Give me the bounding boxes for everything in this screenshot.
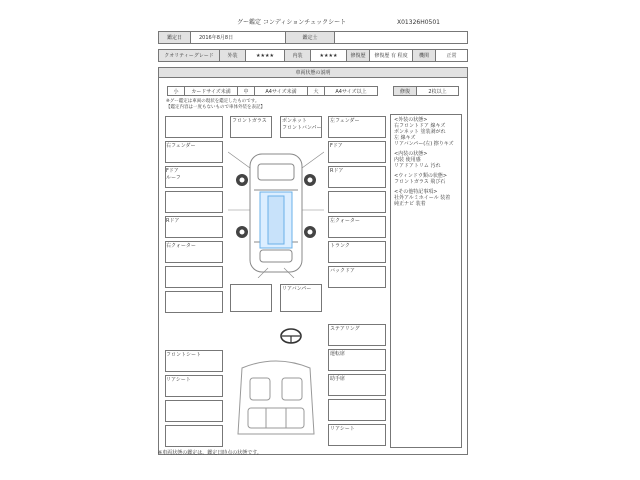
legend-repair-desc: 2枚以上	[416, 86, 459, 96]
comment-line: ボンネット 塗装剥がれ	[394, 129, 446, 135]
int-box-r4	[328, 399, 386, 421]
ext-label-r5: トランク	[330, 243, 350, 249]
comment-line: 左 線キズ	[394, 135, 416, 141]
footer-note: ※車両状態の鑑定は、鑑定日時点の状態です。	[158, 450, 262, 456]
sheet-title: グー鑑定 コンディションチェックシート	[237, 19, 347, 26]
ext-label-r1: 左フェンダー	[330, 118, 360, 124]
comment-line: リアバンパー(左) 擦りキズ	[394, 141, 454, 147]
ext-label-r3: Rドア	[330, 168, 344, 174]
ext-label-r4: 左クォーター	[330, 218, 360, 224]
appraiser-value	[334, 31, 468, 44]
legend-large-desc: A4サイズ以上	[324, 86, 378, 96]
ext-label-l3: フロントバンパー	[282, 125, 322, 131]
comment-line: <外装の状態>	[394, 117, 428, 123]
engine-value: 正常	[435, 49, 468, 62]
ext-box-l8	[165, 291, 223, 313]
exterior-label: 外装	[219, 49, 246, 62]
ext-box-bottom-1	[230, 284, 272, 312]
comment-line: 純正ナビ 装着	[394, 201, 426, 207]
comment-line: 社外アルミホイール 装着	[394, 195, 451, 201]
ext-box-l4	[165, 191, 223, 213]
appraiser-label: 鑑定士	[285, 31, 335, 44]
comment-line: <内装の状態>	[394, 151, 428, 157]
ext-label-r2: Fドア	[330, 143, 343, 149]
int-label-r2: 助手席	[330, 376, 346, 382]
repair-history-label: 修復歴	[346, 49, 370, 62]
ext-label-l7: Rドア	[166, 218, 180, 224]
date-value: 2016年8月8日	[190, 31, 286, 44]
repair-history-value: 修復歴 有 程度	[369, 49, 413, 62]
ext-label-l8: 右クォーター	[166, 243, 196, 249]
exterior-stars: ★★★★	[245, 49, 285, 62]
engine-label: 機関	[412, 49, 436, 62]
comment-line: 内装 使用感	[394, 157, 421, 163]
ext-label-r6: バックドア	[330, 268, 355, 274]
interior-seat-diagram	[228, 358, 324, 440]
section-title: 車両状態の説明	[158, 67, 468, 78]
interior-stars: ★★★★	[310, 49, 347, 62]
ext-label-l4: 右フェンダー	[166, 143, 196, 149]
legend-small-label: 小	[167, 86, 185, 96]
note-line-1: ※グー鑑定は車両の現状を鑑定したものです。	[166, 99, 260, 104]
document-id: X01326H0501	[397, 19, 440, 26]
comment-line: フロントガラス 飛び石	[394, 179, 446, 185]
ext-label-l5: Fドア	[166, 168, 179, 174]
comments-list	[394, 117, 460, 207]
interior-label: 内装	[284, 49, 311, 62]
car-top-view-diagram	[228, 150, 324, 278]
quality-grade-label: クオリティーグレード	[158, 49, 220, 62]
date-label: 鑑定日	[158, 31, 191, 44]
legend-small-desc: カードサイズ未満	[184, 86, 238, 96]
comment-line: <その他特記事項>	[394, 189, 438, 195]
comment-line: リアドアトリム 汚れ	[394, 163, 441, 169]
int-label-steering: ステアリング	[330, 326, 360, 332]
steering-wheel-icon	[280, 328, 302, 344]
int-label-l2: リアシート	[166, 377, 191, 383]
int-label-l1: フロントシート	[166, 352, 202, 358]
legend-mid-label: 中	[237, 86, 255, 96]
int-box-l3	[165, 400, 223, 422]
int-label-r1: 運転席	[330, 351, 346, 357]
ext-box-l7	[165, 266, 223, 288]
comment-line: 右フロントドア 線キズ	[394, 123, 446, 129]
legend-mid-desc: A4サイズ未満	[254, 86, 308, 96]
note-line-2: 【鑑定内容は一度もないもので車体外装を表記】	[166, 105, 265, 110]
ext-box-r4	[328, 191, 386, 213]
ext-box-l1	[165, 116, 223, 138]
legend-repair-label: 修復	[393, 86, 417, 96]
ext-label-l2: ボンネット	[282, 118, 307, 124]
comment-line: <ウィンドウ類の状態>	[394, 173, 448, 179]
ext-label-l1: フロントガラス	[232, 118, 267, 124]
ext-label-l9: リアバンパー	[282, 286, 312, 292]
legend-large-label: 大	[307, 86, 325, 96]
int-box-l4	[165, 425, 223, 447]
ext-label-l6: ルーフ	[166, 175, 181, 181]
int-label-r3: リアシート	[330, 426, 355, 432]
